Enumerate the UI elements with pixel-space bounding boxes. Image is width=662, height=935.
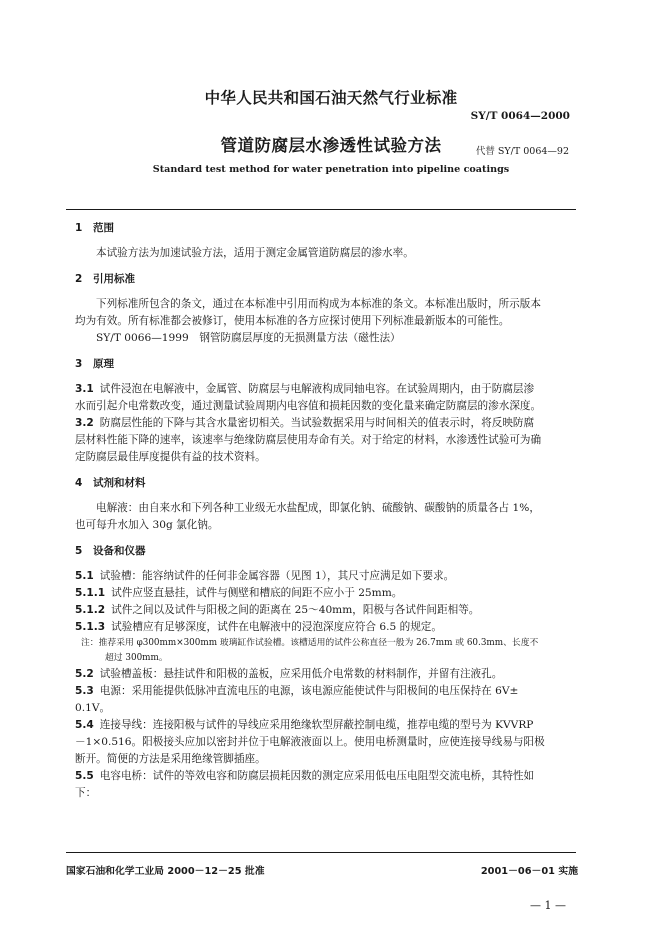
- paragraph-line: 下列标准所包含的条文，通过在本标准中引用而构成为本标准的条文。本标准出版时，所示版本: [96, 298, 541, 310]
- clause-number: 5.2: [75, 668, 94, 680]
- clause-5-5: [75, 768, 587, 785]
- paragraph-line: 均为有效。所有标准都会被修订，使用本标准的各方应探讨使用下列标准最新版本的可能性。: [75, 315, 510, 327]
- paragraph-line: －1×0.516。阳极接头应加以密封并位于电解液液面以上。使用电桥测量时，应使连接导线易与阳极: [75, 736, 545, 748]
- paragraph-line: 断开。简便的方法是采用绝缘管脚插座。: [75, 753, 266, 765]
- clause-text: 电容电桥：试件的等效电容和防腐层损耗因数的测定应采用低电压电阻型交流电桥，其特性如: [99, 770, 535, 782]
- section-number: 3: [75, 358, 83, 370]
- paragraph-line: 也可每升水加入 30g 氯化钠。: [75, 519, 219, 531]
- effective-date: 2001－06－01 实施: [480, 866, 578, 877]
- clause-5-2: [75, 666, 587, 683]
- footer-divider: [66, 852, 576, 853]
- paragraph-line: 0.1V。: [75, 702, 111, 714]
- clause-text: 试件之间以及试件与阳极之间的距离在 25～40mm，阳极与各试件间距相等。: [111, 604, 480, 616]
- document-title: 管道防腐层水渗透性试验方法: [220, 136, 442, 155]
- note-line: 注：推荐采用 φ300mm×300mm 玻璃缸作试验槽。该槽适用的试件公称直径一般为 26.7mm 或 60.3mm、长度不: [81, 638, 539, 648]
- section-number: 4: [75, 477, 83, 489]
- clause-number: 3.1: [75, 383, 94, 395]
- clause-text: 试验槽应有足够深度，试件在电解液中的浸泡深度应符合 6.5 的规定。: [111, 621, 442, 633]
- clause-number: 5.1.1: [75, 587, 106, 599]
- clause-5-3: [75, 683, 587, 700]
- section-heading: [75, 357, 587, 371]
- section-heading: [75, 544, 587, 558]
- section-title: 原理: [93, 358, 114, 370]
- clause-text: 试件应竖直悬挂，试件与侧壁和槽底的间距不应小于 25mm。: [111, 587, 403, 599]
- clause-number: 5.4: [75, 719, 94, 731]
- section-number: 2: [75, 273, 83, 285]
- clause-5-1-2: [75, 602, 587, 619]
- note: [81, 636, 587, 666]
- clause-text: 连接导线：连接阳极与试件的导线应采用绝缘软型屏蔽控制电缆，推荐电缆的型号为 KVVRP: [99, 719, 534, 731]
- section-title: 范围: [93, 222, 114, 234]
- section-title: 试剂和材料: [93, 477, 146, 489]
- page-number: — 1 —: [530, 899, 566, 912]
- clause-5-1: [75, 568, 587, 585]
- section-heading: [75, 221, 587, 235]
- approval-date: 国家石油和化学工业局 2000－12－25 批准: [66, 866, 265, 877]
- clause-number: 3.2: [75, 417, 94, 429]
- section-heading: [75, 476, 587, 490]
- section-number: 5: [75, 545, 83, 557]
- clause-number: 5.1: [75, 570, 94, 582]
- section-heading: [75, 272, 587, 286]
- note-line: 超过 300mm。: [105, 653, 168, 663]
- paragraph-line: 水而引起介电常数改变，通过测量试验周期内电容值和损耗因数的变化量来确定防腐层的渗水深度。: [75, 400, 542, 412]
- section-title: 引用标准: [93, 273, 135, 285]
- clause-5-4: [75, 717, 587, 734]
- clause-number: 5.1.3: [75, 621, 106, 633]
- paragraph: 本试验方法为加速试验方法，适用于测定金属管道防腐层的渗水率。: [96, 247, 414, 259]
- english-title: Standard test method for water penetration into pipeline coatings: [152, 164, 510, 175]
- paragraph-line: 下：: [75, 787, 97, 799]
- clause-text: 试件浸泡在电解液中，金属管、防腐层与电解液构成同轴电容。在试验周期内，由于防腐层渗: [99, 383, 535, 395]
- standard-number: SY/T 0064—2000: [470, 110, 570, 122]
- industry-standard-title: 中华人民共和国石油天然气行业标准: [204, 89, 458, 107]
- clause-5-1-3: [75, 619, 587, 636]
- clause-number: 5.3: [75, 685, 94, 697]
- clause-number: 5.1.2: [75, 604, 106, 616]
- section-title: 设备和仪器: [93, 545, 146, 557]
- supersedes-note: 代替 SY/T 0064—92: [475, 146, 569, 157]
- clause-3-2: [75, 415, 587, 432]
- referenced-standard: SY/T 0066—1999 钢管防腐层厚度的无损测量方法（磁性法）: [96, 332, 401, 344]
- clause-text: 防腐层性能的下降与其含水量密切相关。当试验数据采用与时间相关的值表示时，将反映防腐: [99, 417, 535, 429]
- clause-5-1-1: [75, 585, 587, 602]
- clause-number: 5.5: [75, 770, 94, 782]
- clause-text: 试验槽：能容纳试件的任何非金属容器（见图 1），其尺寸应满足如下要求。: [99, 570, 455, 582]
- clause-text: 试验槽盖板：悬挂试件和阳极的盖板，应采用低介电常数的材料制作，并留有注液孔。: [99, 668, 503, 680]
- header-divider: [66, 209, 576, 210]
- paragraph-line: 层材料性能下降的速率，该速率与绝缘防腐层使用寿命有关。对于给定的材料，水渗透性试验可为确: [75, 434, 542, 446]
- clause-text: 电源：采用能提供低脉冲直流电压的电源，该电源应能使试件与阳极间的电压保持在 6V±: [99, 685, 519, 697]
- document-body: [75, 221, 587, 802]
- paragraph-line: 电解液：由自来水和下列各种工业级无水盐配成，即氯化钠、硫酸钠、碳酸钠的质量各占 1%，: [96, 502, 540, 514]
- paragraph-line: 定防腐层最佳厚度提供有益的技术资料。: [75, 451, 266, 463]
- clause-3-1: [75, 381, 587, 398]
- section-number: 1: [75, 222, 83, 234]
